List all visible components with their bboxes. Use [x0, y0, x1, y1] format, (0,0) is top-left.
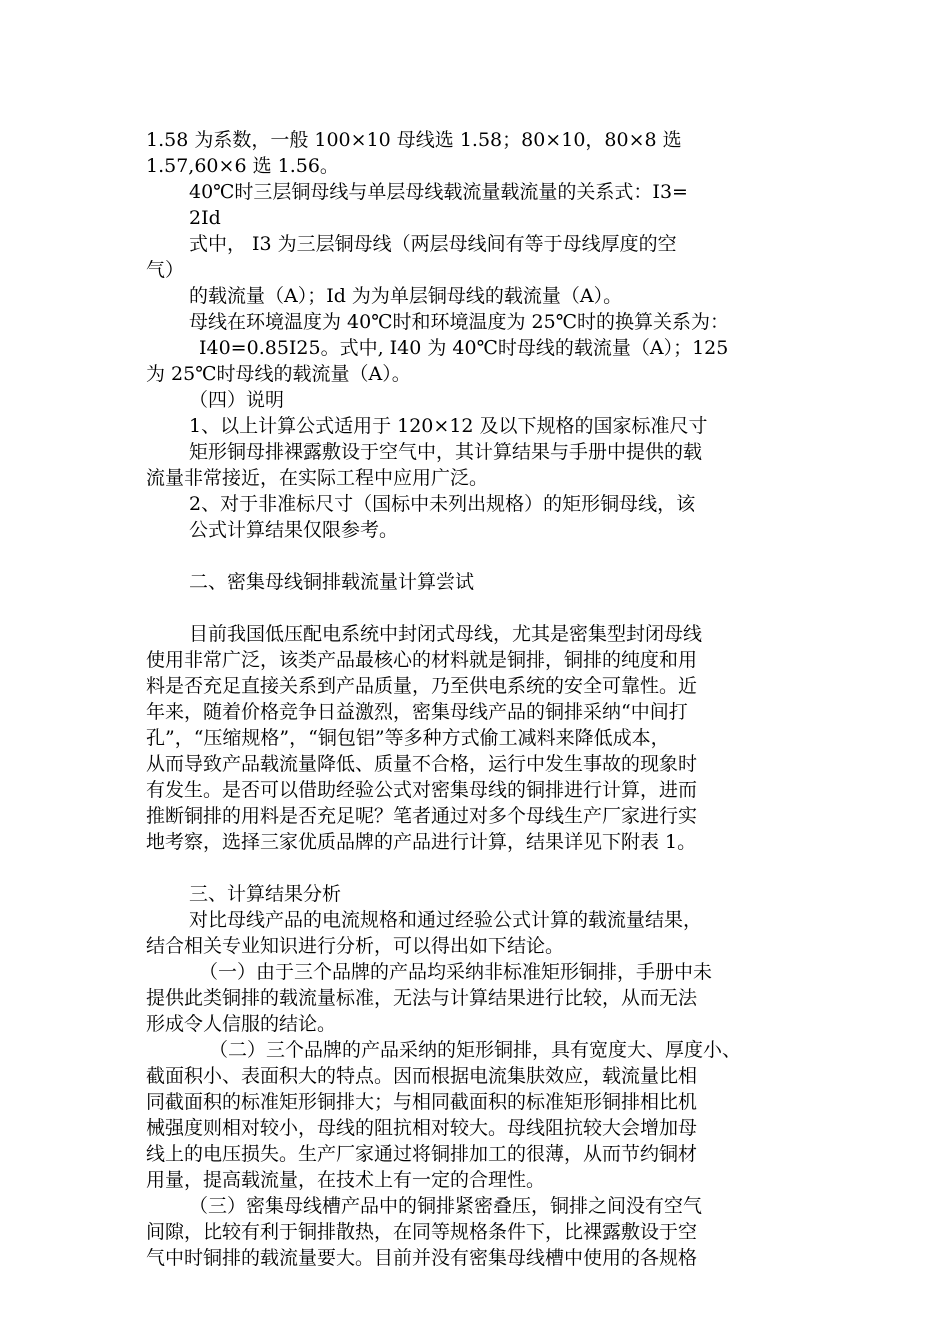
text-line: 地考察，选择三家优质品牌的产品进行计算，结果详见下附表 1。	[146, 831, 697, 853]
text-line: 间隙，比较有利于铜排散热，在同等规格条件下，比裸露敷设于空	[146, 1221, 698, 1243]
section-subheading: （四）说明	[189, 389, 285, 411]
text-line: 孔”，“压缩规格”，“铜包铝”等多种方式偷工减料来降低成本，	[146, 727, 670, 749]
text-line: 40℃时三层铜母线与单层母线载流量载流量的关系式：I3=	[189, 181, 688, 203]
text-line: （三）密集母线槽产品中的铜排紧密叠压，铜排之间没有空气	[189, 1195, 703, 1217]
text-line: 母线在环境温度为 40℃时和环境温度为 25℃时的换算关系为：	[189, 311, 729, 333]
text-line: 截面积小、表面积大的特点。因而根据电流集肤效应，载流量比相	[146, 1065, 698, 1087]
text-line: 械强度则相对较小，母线的阻抗相对较大。母线阻抗较大会增加母	[146, 1117, 698, 1139]
text-line: 矩形铜母排裸露敷设于空气中，其计算结果与手册中提供的载	[189, 441, 703, 463]
text-line: 有发生。是否可以借助经验公式对密集母线的铜排进行计算，进而	[146, 779, 698, 801]
text-line: 推断铜排的用料是否充足呢？笔者通过对多个母线生产厂家进行实	[146, 805, 698, 827]
text-line: 气中时铜排的载流量要大。目前并没有密集母线槽中使用的各规格	[146, 1247, 698, 1269]
text-line: 公式计算结果仅限参考。	[189, 519, 399, 541]
text-line: 的载流量（A）；Id 为为单层铜母线的载流量（A）。	[189, 285, 623, 307]
text-line: 1、以上计算公式适用于 120×12 及以下规格的国家标准尺寸	[189, 415, 708, 437]
text-line: 结合相关专业知识进行分析，可以得出如下结论。	[146, 935, 565, 957]
text-line: 形成令人信服的结论。	[146, 1013, 337, 1035]
text-line: 1.58 为系数，一般 100×10 母线选 1.58；80×10，80×8 选	[146, 129, 682, 151]
section-heading: 三、计算结果分析	[189, 883, 342, 905]
text-line: 提供此类铜排的载流量标准，无法与计算结果进行比较，从而无法	[146, 987, 698, 1009]
text-line: 从而导致产品载流量降低、质量不合格，运行中发生事故的现象时	[146, 753, 698, 775]
text-line: 2、对于非准标尺寸（国标中未列出规格）的矩形铜母线，该	[189, 493, 696, 515]
text-line: I40=0.85I25。式中, I40 为 40℃时母线的载流量（A）；125	[199, 337, 729, 359]
text-line: 使用非常广泛，该类产品最核心的材料就是铜排，铜排的纯度和用	[146, 649, 698, 671]
text-line: 同截面积的标准矩形铜排大；与相同截面积的标准矩形铜排相比机	[146, 1091, 698, 1113]
text-line: 用量，提高载流量，在技术上有一定的合理性。	[146, 1169, 546, 1191]
text-line: 2Id	[189, 207, 221, 229]
text-line: 式中， I3 为三层铜母线（两层母线间有等于母线厚度的空	[189, 233, 677, 255]
section-heading: 二、密集母线铜排载流量计算尝试	[189, 571, 475, 593]
text-line: 气）	[146, 259, 185, 281]
text-line: 流量非常接近，在实际工程中应用广泛。	[146, 467, 489, 489]
text-line: （二）三个品牌的产品采纳的矩形铜排，具有宽度大、厚度小、	[209, 1039, 742, 1061]
text-line: 1.57,60×6 选 1.56。	[146, 155, 339, 177]
text-line: 线上的电压损失。生产厂家通过将铜排加工的很薄，从而节约铜材	[146, 1143, 698, 1165]
text-line: 料是否充足直接关系到产品质量，乃至供电系统的安全可靠性。近	[146, 675, 698, 697]
text-line: （一）由于三个品牌的产品均采纳非标准矩形铜排，手册中未	[199, 961, 713, 983]
text-line: 对比母线产品的电流规格和通过经验公式计算的载流量结果，	[189, 909, 703, 931]
text-line: 年来，随着价格竞争日益激烈，密集母线产品的铜排采纳“中间打	[146, 701, 688, 723]
text-line: 目前我国低压配电系统中封闭式母线，尤其是密集型封闭母线	[189, 623, 703, 645]
text-line: 为 25℃时母线的载流量（A）。	[146, 363, 411, 385]
